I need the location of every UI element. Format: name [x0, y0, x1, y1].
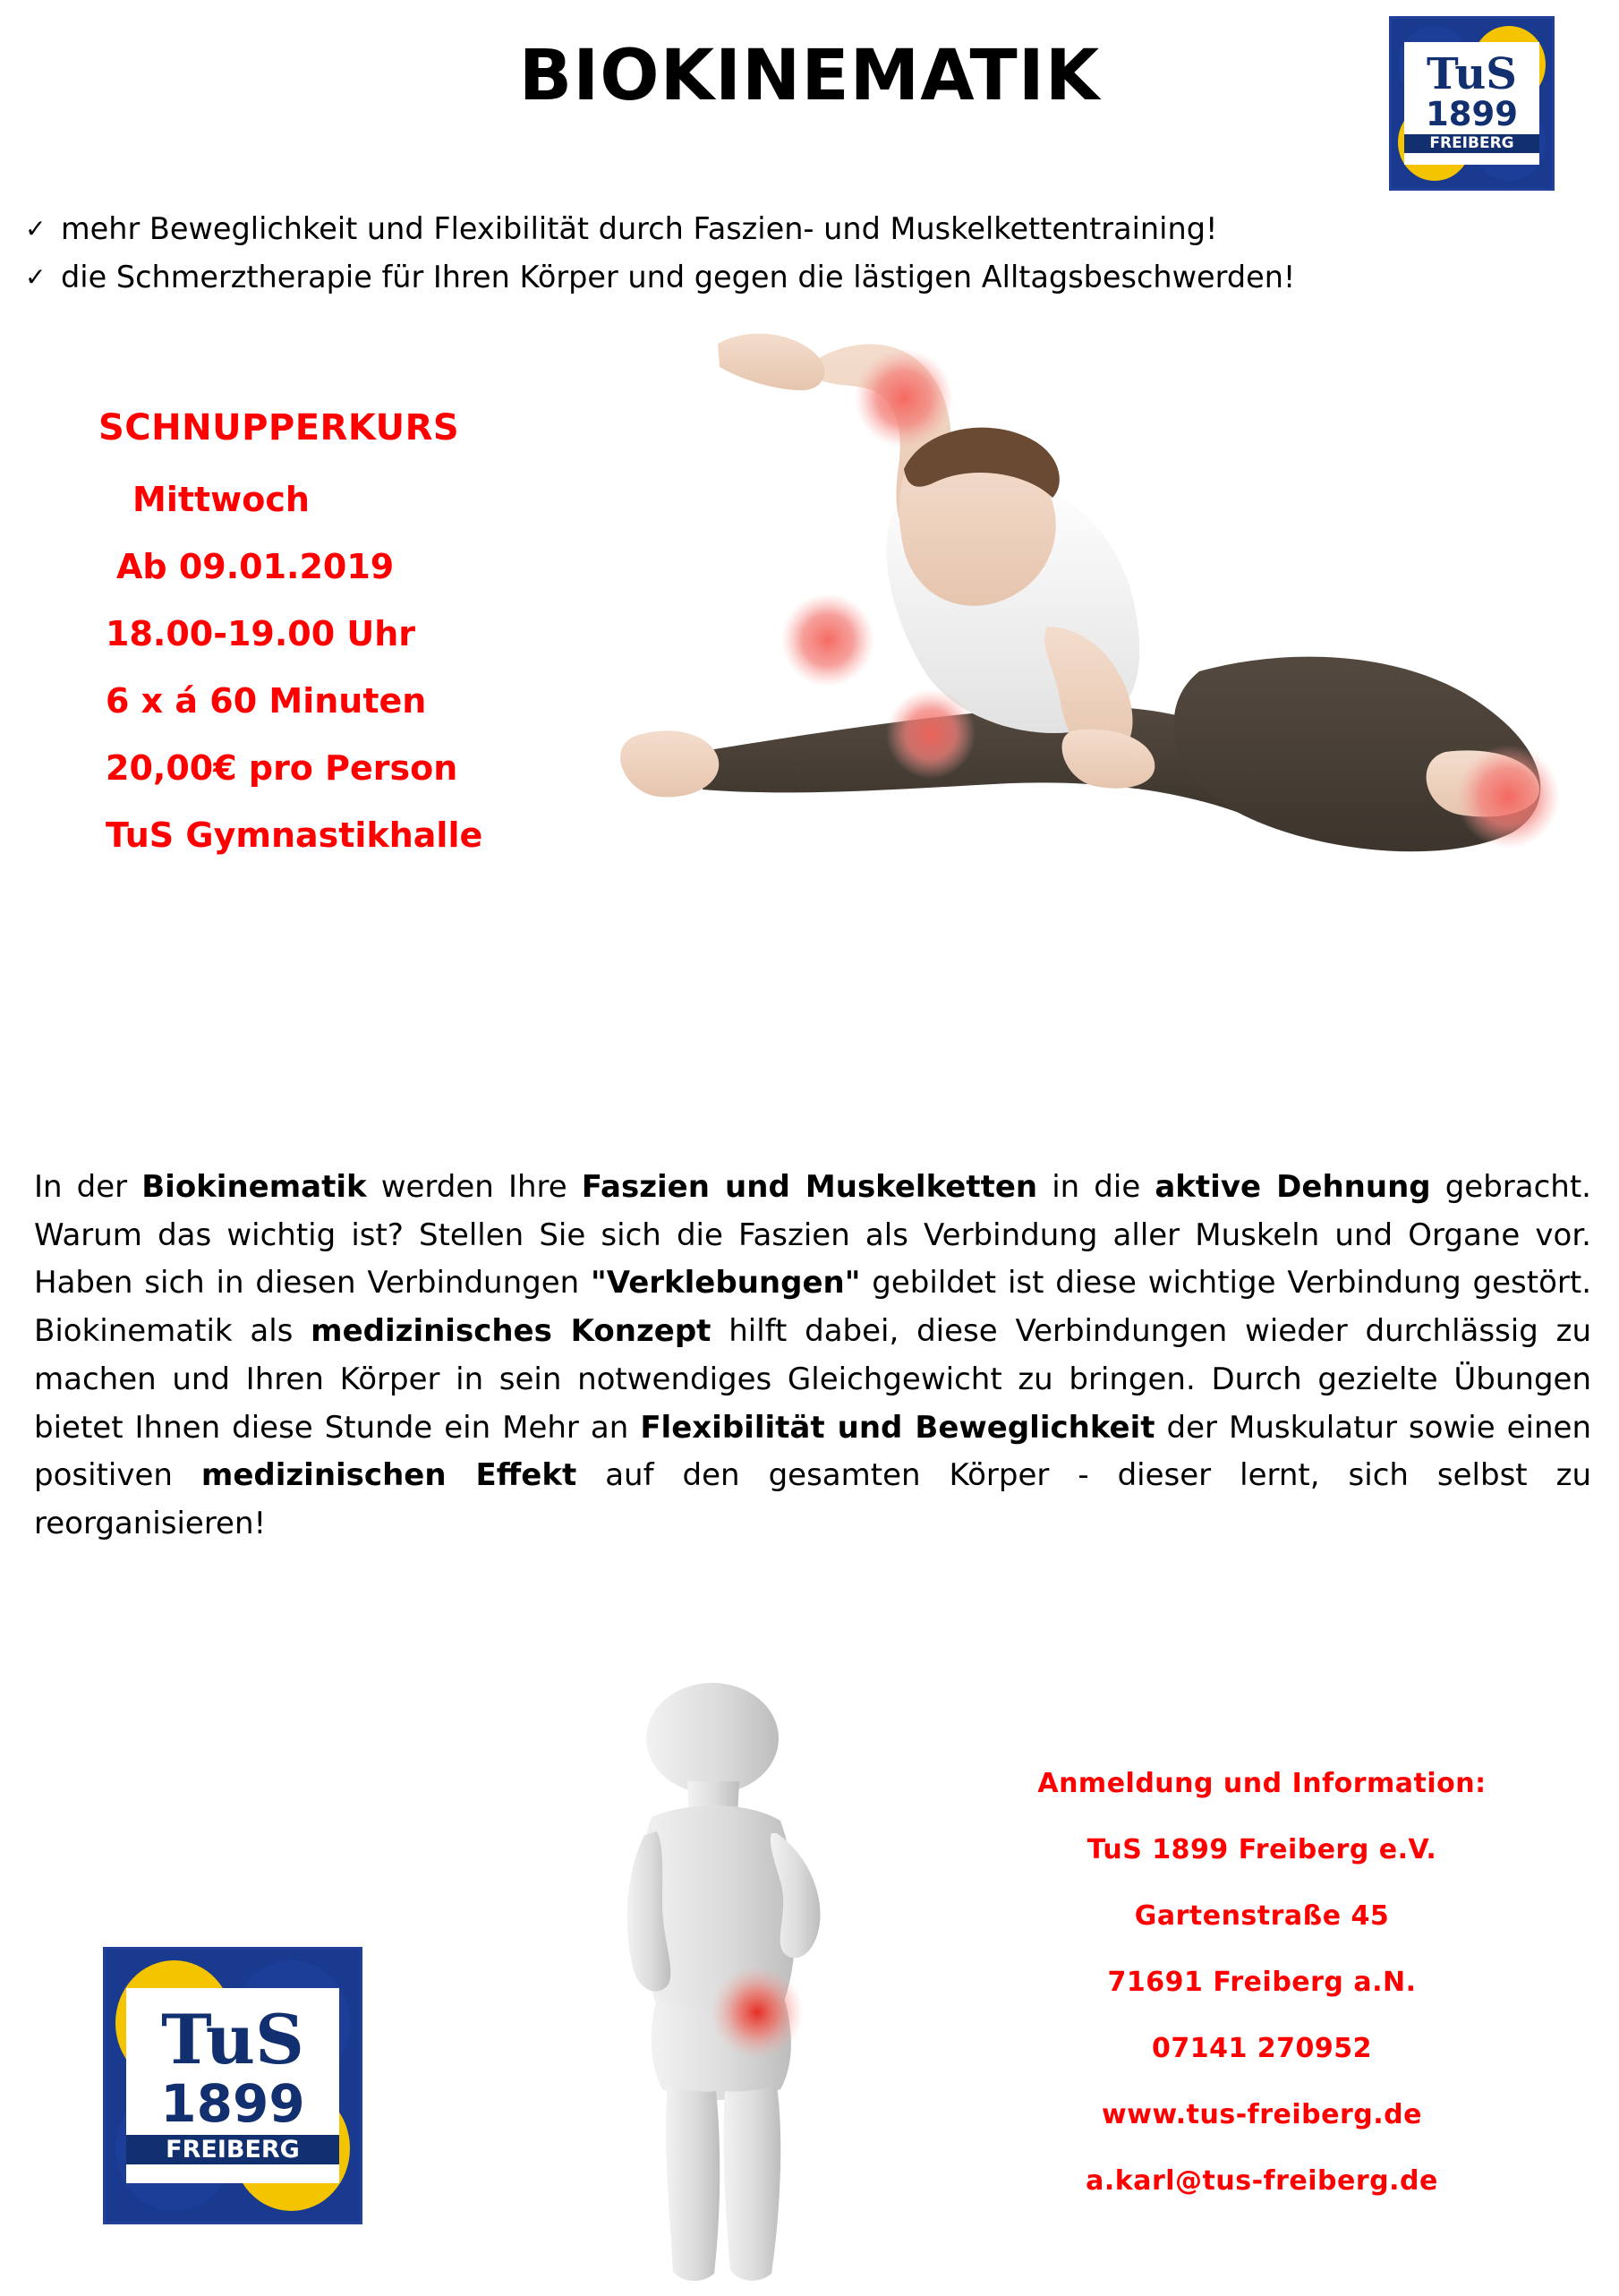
list-item — [25, 256, 1600, 300]
course-day: Mittwoch — [132, 480, 310, 519]
description-seg: gebildet ist diese wichtige Verbindung gestört. Biokinematik als — [34, 1265, 1591, 1350]
page-title: BIOKINEMATIK — [518, 36, 1101, 116]
course-time: 18.00-19.00 Uhr — [106, 614, 416, 653]
description-seg: hilft dabei, diese Verbindungen wieder durchlässig zu machen und Ihren Körper in sein notwendiges Gleichgewicht zu bringen. Durch gezielte Übungen bietet Ihnen diese Stunde ein Mehr an — [34, 1313, 1592, 1446]
check-icon: ✓ — [25, 261, 47, 292]
description-seg: medizinischen Effekt — [200, 1457, 577, 1494]
check-icon: ✓ — [25, 214, 47, 243]
logo-tus-text: TuS — [161, 2000, 304, 2080]
benefits-list — [25, 208, 1600, 303]
contact-heading: Anmeldung und Information: — [1037, 1768, 1487, 1799]
pain-spot — [855, 349, 953, 448]
logo-year-text: 1899 — [1426, 95, 1518, 134]
list-item-label: die Schmerztherapie für Ihren Körper und gegen die lästigen Alltagsbeschwerden! — [61, 259, 1296, 294]
contact-street: Gartenstraße 45 — [1134, 1900, 1390, 1932]
pain-spot — [1456, 745, 1560, 849]
description-seg: Flexibilität und Beweglichkeit — [640, 1409, 1155, 1446]
stretching-photo — [510, 331, 1619, 1164]
pain-spot — [886, 689, 976, 779]
contact-organisation: TuS 1899 Freiberg e.V. — [1086, 1834, 1437, 1865]
logo-plate — [1404, 42, 1538, 164]
course-heading: SCHNUPPERKURS — [98, 407, 460, 448]
description-seg: Biokinematik — [141, 1169, 367, 1205]
tus-logo-bottom — [103, 1947, 362, 2224]
description-seg: auf den gesamten Körper - dieser lernt, sich selbst zu reorganisieren! — [34, 1457, 1591, 1542]
course-sessions: 6 x á 60 Minuten — [106, 681, 427, 721]
flyer-header — [0, 0, 1619, 197]
description-text — [34, 1164, 1591, 1549]
list-item-label: mehr Beweglichkeit und Flexibilität durch Faszien- und Muskelkettentraining! — [61, 211, 1218, 246]
logo-tus-text: TuS — [1427, 49, 1517, 100]
description-seg: In der — [34, 1169, 142, 1205]
logo-year-text: 1899 — [160, 2073, 305, 2135]
pain-spot — [711, 1966, 804, 2059]
course-price: 20,00€ pro Person — [106, 748, 458, 788]
description-seg: "Verklebungen" — [591, 1265, 861, 1302]
pain-spot — [781, 593, 874, 687]
list-item — [25, 208, 1600, 252]
logo-town-text: FREIBERG — [1404, 134, 1538, 153]
tus-logo-top — [1389, 16, 1555, 191]
description-seg: medizinisches Konzept — [311, 1313, 712, 1350]
course-start-date: Ab 09.01.2019 — [116, 547, 395, 586]
description-seg: der Muskulatur sowie einen positiven — [34, 1409, 1592, 1494]
contact-phone: 07141 270952 — [1151, 2033, 1373, 2064]
contact-city: 71691 Freiberg a.N. — [1107, 1967, 1417, 1998]
contact-website[interactable]: www.tus-freiberg.de — [1102, 2099, 1422, 2130]
course-location: TuS Gymnastikhalle — [106, 815, 483, 855]
description-seg: Faszien und Muskelketten — [581, 1169, 1038, 1205]
contact-email[interactable]: a.karl@tus-freiberg.de — [1086, 2165, 1438, 2197]
mannequin-illustration — [537, 1683, 913, 2292]
description-seg: aktive Dehnung — [1155, 1169, 1431, 1205]
description-seg: werden Ihre — [366, 1169, 582, 1205]
description-seg: in die — [1037, 1169, 1155, 1205]
logo-town-text: FREIBERG — [126, 2135, 340, 2164]
logo-plate — [126, 1988, 340, 2184]
description-seg: gebracht. Warum das wichtig ist? Stellen Sie sich die Faszien als Verbindung aller Muskeln und Organe vor. Haben sich in diesen Verbindungen — [34, 1169, 1591, 1302]
contact-block — [931, 1768, 1593, 2232]
